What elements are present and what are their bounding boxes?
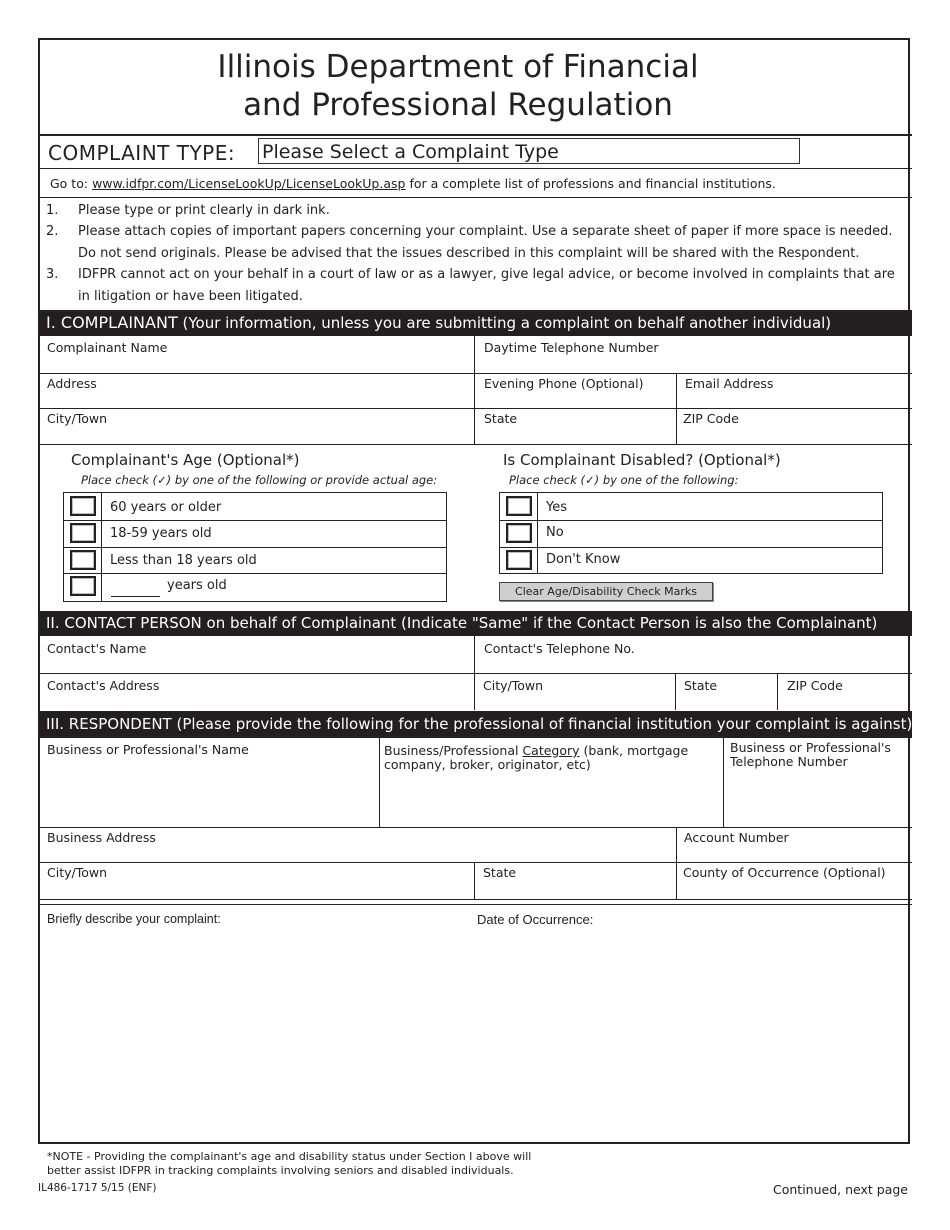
age-option-label: 60 years or older — [110, 500, 222, 515]
business-phone-label: Telephone Number — [730, 754, 848, 769]
divider — [38, 899, 912, 900]
footnote-line: *NOTE - Providing the complainant's age and disability status under Section I above will — [47, 1150, 532, 1163]
divider — [777, 673, 778, 710]
business-phone-label: Business or Professional's — [730, 740, 891, 755]
lookup-line — [50, 176, 776, 191]
evening-phone-field[interactable]: Evening Phone (Optional) — [484, 376, 644, 391]
divider — [38, 373, 912, 374]
divider — [723, 738, 724, 827]
age-input[interactable] — [111, 596, 160, 597]
contact-address-field[interactable]: Contact's Address — [47, 678, 160, 693]
business-state-field[interactable]: State — [483, 865, 517, 880]
age-option-label: Less than 18 years old — [110, 553, 257, 568]
divider — [38, 197, 912, 198]
email-field[interactable]: Email Address — [685, 376, 774, 391]
continued-label: Continued, next page — [773, 1182, 908, 1197]
business-name-field[interactable]: Business or Professional's Name — [47, 742, 249, 757]
contact-phone-field[interactable]: Contact's Telephone No. — [484, 641, 635, 656]
instruction-text: IDFPR cannot act on your behalf in a court of law or as a lawyer, give legal advice, or become involved in complaints that are — [78, 267, 895, 282]
section-respondent-header: III. RESPONDENT (Please provide the following for the professional of financial institution your complaint is against) — [38, 711, 912, 738]
date-of-occurrence-field[interactable]: Date of Occurrence: — [477, 912, 594, 927]
age-actual-checkbox[interactable] — [70, 576, 96, 596]
complaint-description-field[interactable]: Briefly describe your complaint: — [47, 912, 221, 926]
instruction-text: in litigation or have been litigated. — [78, 289, 303, 304]
complaint-type-select[interactable]: Please Select a Complaint Type — [258, 138, 800, 164]
daytime-phone-field[interactable]: Daytime Telephone Number — [484, 340, 659, 355]
form-title-line2: and Professional Regulation — [243, 87, 673, 123]
city-field[interactable]: City/Town — [47, 411, 108, 426]
section-title: I. COMPLAINANT — [46, 313, 178, 332]
age-option-label: 18-59 years old — [110, 526, 212, 541]
divider — [38, 827, 912, 828]
category-label: (bank, mortgage — [579, 743, 689, 758]
instruction-text: Please attach copies of important papers concerning your complaint. Use a separate sheet of paper if more space is needed. — [78, 224, 893, 239]
category-word: Category — [522, 743, 580, 758]
zip-field[interactable]: ZIP Code — [683, 411, 739, 426]
form-title-line1: Illinois Department of Financial — [217, 49, 699, 85]
contact-name-field[interactable]: Contact's Name — [47, 641, 147, 656]
section-contact-header: II. CONTACT PERSON on behalf of Complainant (Indicate "Same" if the Contact Person is also the Complainant) — [38, 611, 912, 636]
age-instruction: Place check (✓) by one of the following or provide actual age: — [81, 473, 438, 487]
footnote — [47, 1150, 531, 1178]
disabled-instruction: Place check (✓) by one of the following: — [509, 473, 739, 487]
age-option-label: years old — [167, 578, 227, 593]
age-18-59-checkbox[interactable] — [70, 523, 96, 543]
lookup-suffix: for a complete list of professions and financial institutions. — [409, 176, 776, 191]
disabled-title: Is Complainant Disabled? (Optional*) — [503, 451, 781, 469]
age-title: Complainant's Age (Optional*) — [71, 451, 300, 469]
section-complainant-header — [38, 310, 912, 336]
account-number-field[interactable]: Account Number — [684, 830, 789, 845]
disabled-unknown-checkbox[interactable] — [506, 550, 532, 570]
contact-zip-field[interactable]: ZIP Code — [787, 678, 843, 693]
divider — [38, 168, 912, 169]
divider — [38, 408, 912, 409]
disabled-option-label: Don't Know — [546, 552, 621, 567]
divider — [38, 134, 912, 136]
instruction-number: 1. — [46, 203, 59, 218]
category-label: company, broker, originator, etc) — [384, 757, 591, 772]
form-number: IL486-1717 5/15 (ENF) — [38, 1182, 157, 1194]
divider — [474, 336, 475, 444]
divider — [379, 738, 380, 827]
contact-state-field[interactable]: State — [684, 678, 718, 693]
disabled-yes-checkbox[interactable] — [506, 496, 532, 516]
county-field[interactable]: County of Occurrence (Optional) — [683, 865, 886, 880]
disabled-option-label: Yes — [546, 500, 567, 515]
instruction-number: 2. — [46, 224, 59, 239]
business-city-field[interactable]: City/Town — [47, 865, 108, 880]
divider — [676, 827, 677, 899]
divider — [38, 904, 912, 905]
divider — [38, 444, 912, 445]
divider — [474, 862, 475, 899]
contact-city-field[interactable]: City/Town — [483, 678, 544, 693]
disabled-no-checkbox[interactable] — [506, 523, 532, 543]
business-phone-field[interactable] — [730, 741, 891, 769]
footnote-line: better assist IDFPR in tracking complaints involving seniors and disabled individuals. — [47, 1164, 514, 1177]
state-field[interactable]: State — [484, 411, 518, 426]
age-60-plus-checkbox[interactable] — [70, 496, 96, 516]
age-under-18-checkbox[interactable] — [70, 550, 96, 570]
section-subtitle: (Your information, unless you are submitting a complaint on behalf another individual) — [182, 314, 832, 332]
complaint-type-label: COMPLAINT TYPE: — [48, 141, 236, 165]
disabled-option-label: No — [546, 525, 564, 540]
divider — [38, 862, 912, 863]
complainant-name-field[interactable]: Complainant Name — [47, 340, 168, 355]
lookup-prefix: Go to: — [50, 176, 89, 191]
instruction-number: 3. — [46, 267, 59, 282]
address-field[interactable]: Address — [47, 376, 97, 391]
clear-checkmarks-button[interactable]: Clear Age/Disability Check Marks — [499, 582, 713, 601]
instruction-text: Please type or print clearly in dark ink. — [78, 203, 330, 218]
business-category-field[interactable] — [384, 744, 688, 772]
business-address-field[interactable]: Business Address — [47, 830, 156, 845]
instruction-text: Do not send originals. Please be advised that the issues described in this complaint will be shared with the Respondent. — [78, 246, 860, 261]
divider — [38, 673, 912, 674]
category-label: Business/Professional — [384, 743, 523, 758]
divider — [675, 673, 676, 710]
license-lookup-link[interactable]: www.idfpr.com/LicenseLookUp/LicenseLookUp.asp — [92, 176, 406, 191]
